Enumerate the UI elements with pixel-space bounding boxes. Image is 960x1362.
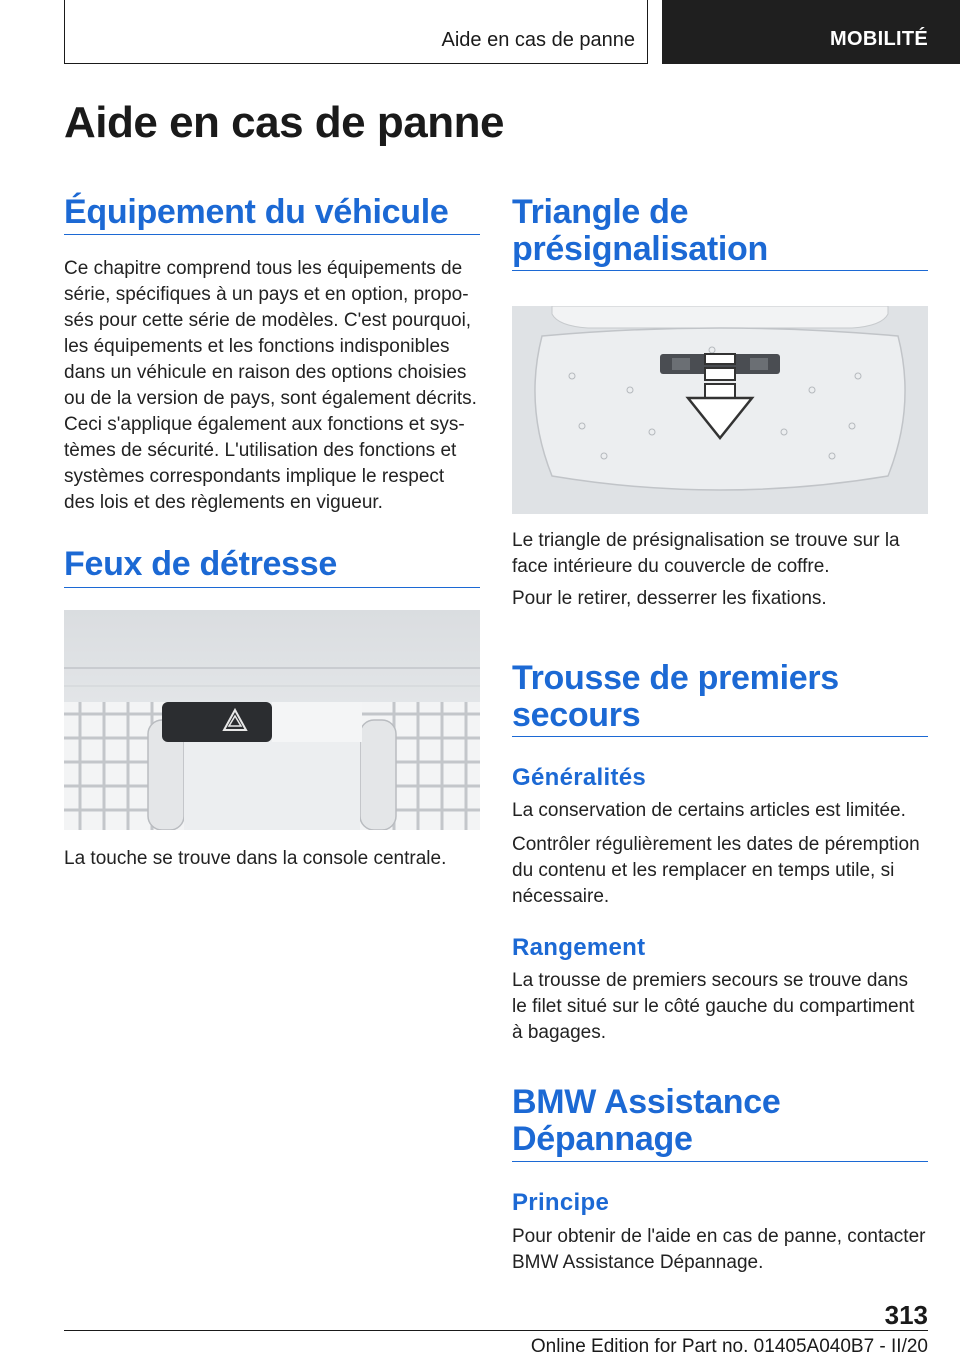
text-line: Contrôler régulièrement les dates de péremption <box>512 834 920 855</box>
page-number: 313 <box>884 1300 928 1330</box>
text-line: sés pour cette série de modèles. C'est pourquoi, <box>64 310 472 331</box>
paragraph-generalites-2 <box>512 832 932 910</box>
caption-feux: La touche se trouve dans la console centrale. <box>64 848 447 869</box>
running-header <box>64 0 648 64</box>
text-line: Pour obtenir de l'aide en cas de panne, contacter <box>512 1226 926 1247</box>
heading-equipement: Équipement du véhicule <box>64 193 449 231</box>
triangle-location-figure <box>512 306 928 514</box>
heading-rule <box>512 736 928 737</box>
heading-trousse <box>512 660 839 734</box>
text-line: à bagages. <box>512 1022 607 1043</box>
edition-note: Online Edition for Part no. 01405A040B7 - II/20 <box>530 1336 928 1357</box>
running-header-title: Aide en cas de panne <box>441 29 635 51</box>
heading-line: présignalisation <box>512 230 768 268</box>
page-title: Aide en cas de panne <box>64 98 504 147</box>
heading-line: Trousse de premiers <box>512 659 839 697</box>
hazard-switch-figure <box>64 610 480 830</box>
paragraph-triangle-retrait: Pour le retirer, desserrer les fixations. <box>512 588 827 609</box>
subheading-rangement: Rangement <box>512 934 646 961</box>
footer-rule <box>64 1330 928 1331</box>
text-line: du contenu et les remplacer en temps utile, si <box>512 860 895 881</box>
heading-triangle <box>512 194 768 268</box>
heading-feux-de-detresse: Feux de détresse <box>64 545 337 583</box>
subheading-principe: Principe <box>512 1189 610 1216</box>
heading-bmw-assistance <box>512 1084 781 1158</box>
heading-line: Triangle de <box>512 193 689 231</box>
heading-line: Dépannage <box>512 1120 693 1158</box>
heading-line: BMW Assistance <box>512 1083 781 1121</box>
text-line: nécessaire. <box>512 886 610 907</box>
text-line: le filet situé sur le côté gauche du compartiment <box>512 996 915 1017</box>
text-line: Le triangle de présignalisation se trouve sur la <box>512 530 900 551</box>
heading-line: secours <box>512 696 641 734</box>
text-line: face intérieure du couvercle de coffre. <box>512 556 830 577</box>
text-line: des lois et des règlements en vigueur. <box>64 492 383 513</box>
text-line: Ce chapitre comprend tous les équipements de <box>64 258 463 279</box>
section-tab <box>662 0 960 64</box>
paragraph-triangle <box>512 528 932 580</box>
paragraph-rangement <box>512 968 932 1046</box>
text-line: systèmes correspondants implique le respect <box>64 466 445 487</box>
paragraph-generalites-1: La conservation de certains articles est limitée. <box>512 800 906 821</box>
heading-rule <box>64 234 480 235</box>
heading-rule <box>512 270 928 271</box>
text-line: BMW Assistance Dépannage. <box>512 1252 764 1273</box>
text-line: série, spécifiques à un pays et en option, propo- <box>64 284 469 305</box>
text-line: Ceci s'applique également aux fonctions et sys- <box>64 414 465 435</box>
text-line: La trousse de premiers secours se trouve dans <box>512 970 909 991</box>
text-line: les équipements et les fonctions indisponibles <box>64 336 450 357</box>
text-line: tèmes de sécurité. L'utilisation des fonctions et <box>64 440 457 461</box>
subheading-generalites: Généralités <box>512 764 647 791</box>
heading-rule <box>64 587 480 588</box>
heading-rule <box>512 1161 928 1162</box>
text-line: ou de la version de pays, sont également décrits. <box>64 388 477 409</box>
paragraph-principe <box>512 1224 932 1276</box>
paragraph-equipement <box>64 256 484 516</box>
text-line: dans un véhicule en raison des options choisies <box>64 362 467 383</box>
section-tab-label: MOBILITÉ <box>830 28 928 50</box>
